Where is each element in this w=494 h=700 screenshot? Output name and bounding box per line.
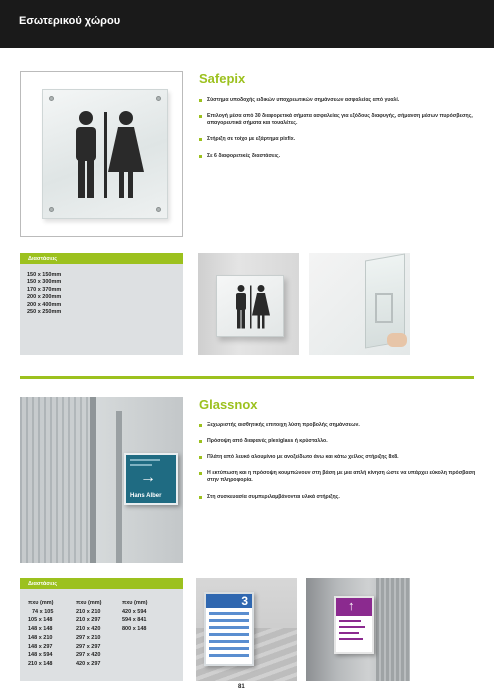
feature-item: Στήριξη σε τοίχο με εξάρτημα pixfix. [199,136,479,143]
floor-number: 3 [241,594,248,608]
dimension-item: 105 x 148 [28,617,53,624]
sign-row [339,620,361,622]
glassnox-features [199,422,479,501]
dims-column [28,599,53,669]
dimension-item: 800 x 148 [122,626,147,633]
sign-text-line [130,459,160,461]
dimension-item: 420 x 594 [122,608,147,615]
board-row [209,612,249,615]
dimension-item: 420 x 297 [76,660,101,667]
feature-item: Σύστημα υποδοχής ειδικών υποχρεωτικών σημάνσεων ασφαλείας από γυαλί. [199,97,479,104]
glassnox-sign [124,453,178,505]
dimension-item: 210 x 420 [76,626,101,633]
dims-column-header: πxυ (mm) [28,600,54,606]
sign-row [339,626,365,628]
door-frame [90,397,96,563]
mount-pin [49,207,54,212]
board-row [209,647,249,650]
feature-item: Πλάτη από λευκό αλουμίνιο με ανοξείδωτο άνω και κάτω χείλος στήριξης 8x8. [199,454,479,461]
dimension-item: 150 x 300mm [27,279,62,286]
dims-column [122,599,147,634]
dimension-item: 170 x 370mm [27,286,62,293]
door-frame [116,411,122,563]
hand [387,333,407,347]
sign-text-line [130,464,152,466]
board-row [209,633,249,636]
dimension-item: 74 x 105 [32,608,54,615]
safepix-features [199,97,479,160]
toilet-sign-icon [66,110,146,200]
dimension-item: 148 x 210 [28,634,53,641]
feature-item: Επιλογή μέσα από 30 διαφορετικά σήματα ασφαλείας για εξόδους διαφυγής, σήμανση μέσων πυρόσβεσης, απαγορευτικά σήματα και τουαλέτες. [199,113,479,127]
glassnox-office-photo [20,397,183,563]
dimension-item: 594 x 841 [122,617,147,624]
sign-row [339,632,359,634]
glassnox-elevator-photo [306,578,410,681]
dimension-item: 210 x 297 [76,617,101,624]
glassnox-title: Glassnox [199,397,258,412]
dimension-item: 297 x 210 [76,634,101,641]
safepix-detail-photo [309,253,410,355]
mount-pin [49,96,54,101]
feature-item: Σε 6 διαφορετικές διαστάσεις. [199,153,479,160]
feature-item: Ξεχωριστής αισθητικής επιτοιχη λύση προβολής σημάνσεων. [199,422,479,429]
safepix-dims-header: Διαστάσεις [20,253,183,264]
dimension-item: 210 x 148 [28,660,53,667]
sign-frame [375,293,393,323]
directory-sign [334,596,374,654]
safepix-wall-photo [198,253,299,355]
dimension-item: 148 x 148 [28,626,53,633]
dimension-item: 200 x 200mm [27,294,62,301]
dimension-item: 148 x 297 [28,643,53,650]
board-row [209,626,249,629]
board-row [209,640,249,643]
sign-name: Hans Alber [130,493,162,499]
dims-column [76,599,101,669]
section-title: Εσωτερικού χώρου [19,15,121,27]
dims-column-header: πxυ (mm) [122,600,148,606]
elevator-door [376,578,410,681]
dimension-item: 200 x 400mm [27,301,62,308]
mount-pin [156,96,161,101]
sign-row [339,638,363,640]
glassnox-dims-header: Διαστάσεις [20,578,183,589]
arrow-up-icon: ↑ [348,598,355,613]
dimension-item: 297 x 420 [76,652,101,659]
feature-item: Η εκτύπωση και η πρόσοψη κουμπώνουν στη βάση με μια απλή κίνηση ώστε να υπάρχει εύκολη πρόσβαση στην πληροφορία. [199,470,479,484]
window-blinds [20,397,90,563]
glassnox-board-photo [196,578,297,681]
dims-column-header: πxυ (mm) [76,600,102,606]
mount-pin [156,207,161,212]
arrow-right-icon: → [140,469,156,486]
safepix-title: Safepix [199,71,246,86]
dimension-item: 210 x 210 [76,608,101,615]
info-board [204,592,254,666]
dimension-item: 148 x 594 [28,652,53,659]
glass-sign-panel [216,275,284,337]
feature-item: Πρόσοψη από διαφανές plexiglass ή κρύσταλλο. [199,438,479,445]
board-row [209,654,249,657]
safepix-product-photo [20,71,183,237]
feature-item: Στη συσκευασία συμπεριλαμβάνονται υλικά στήριξης. [199,494,479,501]
toilet-sign-icon [231,284,271,330]
board-row [209,619,249,622]
dimension-item: 297 x 297 [76,643,101,650]
safepix-dims-list [20,264,183,355]
dimension-item: 250 x 250mm [27,309,62,316]
top-bar [0,0,494,48]
dimension-item: 150 x 150mm [27,272,62,278]
glass-sign-panel [42,89,168,219]
page-number: 81 [238,684,245,690]
section-divider [20,376,474,379]
